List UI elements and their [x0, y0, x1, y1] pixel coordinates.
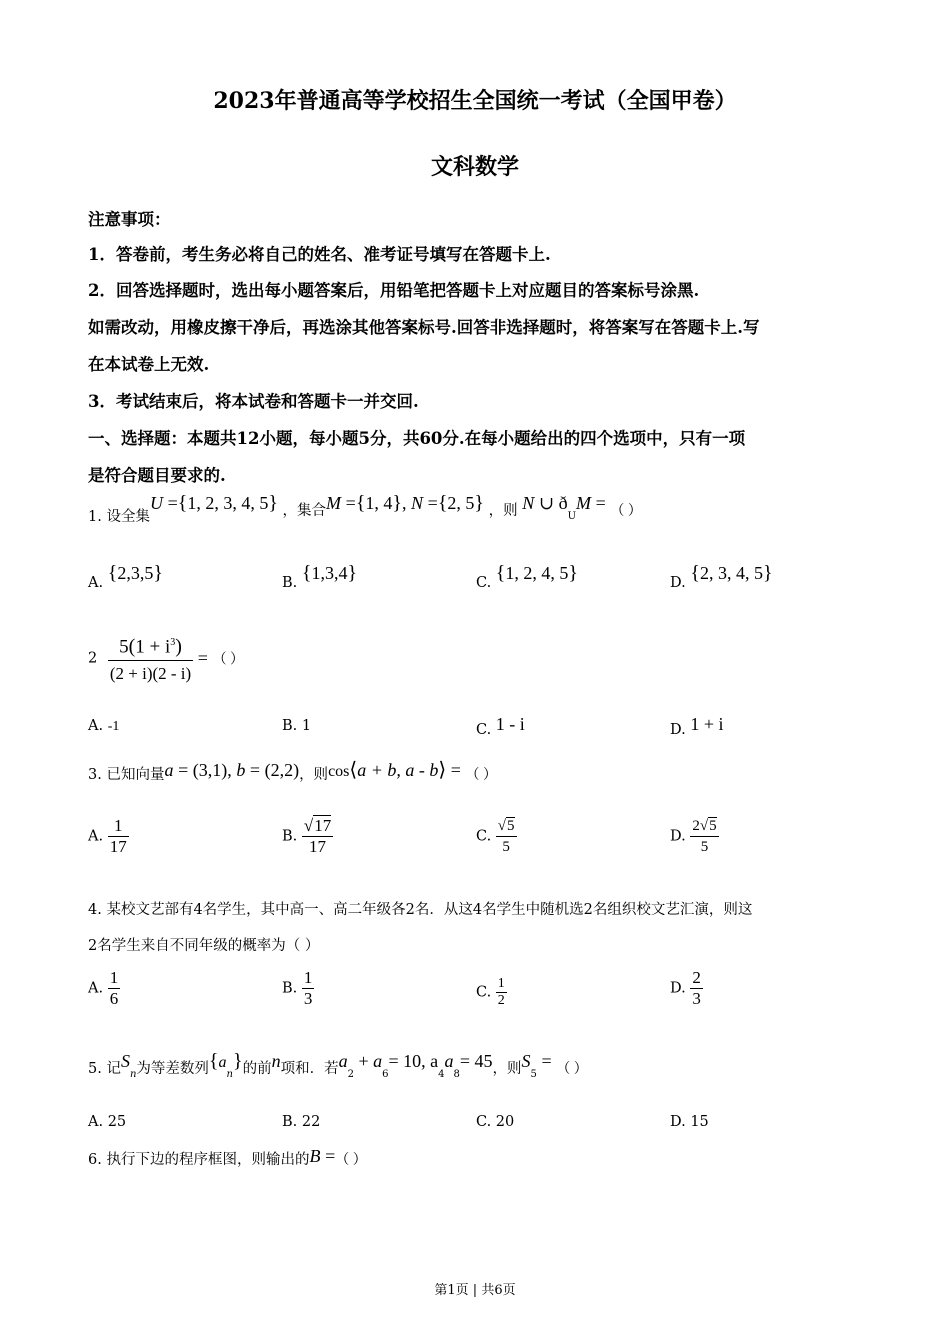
q1-universal-set: U	[149, 493, 163, 513]
q5-a: a	[218, 1054, 227, 1071]
q4-stem-line-1: 4. 某校文艺部有4名学生，其中高一、高二年级各2名．从这4名学生中随机选2名组织校文艺汇演，则这	[88, 902, 753, 918]
q4-option-c: C. $\frac{1}{2}$	[476, 976, 505, 1008]
q1-eq: =	[167, 493, 178, 513]
q4-stem-line-2: 2名学生来自不同年级的概率为（ ）	[88, 938, 320, 954]
question-6: 6. 执行下边的程序框图，则输出的B =（ ）	[88, 1146, 367, 1168]
q1-option-c: C. {1, 2, 4, 5}	[476, 562, 579, 591]
q1-complement-symbol: ð	[558, 493, 568, 513]
q4-option-b: B. $\frac{1}{3}$	[282, 968, 313, 1008]
q1-expr-M: M	[576, 493, 592, 513]
notes-item-2-cont: 如需改动，用橡皮擦干净后，再选涂其他答案标号.回答非选择题时，将答案写在答题卡上.写	[88, 318, 760, 337]
section-heading: 一、选择题：本题共12小题，每小题5分，共60分.在每小题给出的四个选项中，只有一项	[88, 429, 746, 448]
notes-item-2-end: 在本试卷上无效.	[88, 355, 210, 374]
notes-item-2: 2．回答选择题时，选出每小题答案后，用铅笔把答题卡上对应题目的答案标号涂黑.	[88, 281, 700, 300]
q1-complement-sub: U	[567, 510, 577, 522]
q5-condition: = 10, a	[388, 1051, 439, 1071]
q5-text: 5. 记	[88, 1061, 121, 1077]
q3-vector-a: = (3,1),	[178, 760, 232, 780]
q2-option-a: A. -1	[88, 718, 120, 734]
q1-set-N-elements: 2, 5	[447, 493, 475, 513]
q1-option-b: B. {1,3,4}	[282, 562, 358, 591]
q1-text-then: ，则	[488, 503, 518, 519]
q1-set-N: N	[411, 493, 424, 513]
q6-B: B	[309, 1146, 321, 1166]
exam-title: 2023年普通高等学校招生全国统一考试（全国甲卷）	[213, 88, 737, 114]
q3-vector-b: = (2,2)	[249, 760, 300, 780]
q3-cos: cos	[328, 763, 350, 780]
q5-condition-2: = 45	[459, 1051, 493, 1071]
q3-answer-blank: （ ）	[465, 768, 498, 783]
q5-text-then: ，则	[492, 1061, 522, 1077]
q1-expr-N: N	[522, 493, 535, 513]
question-2	[88, 630, 244, 687]
q3-option-d: D. $\frac{2√5}{5}$	[670, 818, 717, 855]
question-3: 3. 已知向量a = (3,1), b = (2,2)，则cos⟨a + b, a - b⟩ = （ ）	[88, 759, 498, 783]
q1-option-d: D. {2, 3, 4, 5}	[670, 562, 773, 591]
q3-inner: a + b, a - b	[357, 760, 439, 780]
page-footer: 第1页 | 共6页	[434, 1283, 516, 1298]
q5-answer-blank: （ ）	[556, 1062, 588, 1077]
notes-item-1: 1．答卷前，考生务必将自己的姓名、准考证号填写在答题卡上.	[88, 245, 551, 264]
q3-option-b: B. $\frac{√17}{17}$	[282, 816, 332, 856]
q4-option-a: A. $\frac{1}{6}$	[88, 968, 119, 1008]
q2-option-d: D. 1 + i	[670, 714, 724, 738]
q1-set-M: M	[326, 493, 342, 513]
q2-option-c: C. 1 - i	[476, 714, 525, 738]
q3-text: 3. 已知向量	[88, 767, 165, 783]
q6-text: 6. 执行下边的程序框图，则输出的	[88, 1152, 310, 1168]
q3-text-then: ，则	[299, 767, 329, 783]
q4-option-d: D. $\frac{2}{3}$	[670, 968, 701, 1008]
q3-option-c: C. $\frac{√5}{5}$	[476, 818, 515, 855]
q5-option-c: C. 20	[476, 1114, 515, 1130]
section-heading-cont: 是符合题目要求的.	[88, 466, 226, 485]
q2-number: 2	[88, 650, 98, 667]
q5-S: S	[120, 1051, 130, 1071]
q5-text-front: 的前	[242, 1061, 272, 1077]
q1-answer-blank: （ ）	[610, 504, 642, 519]
question-5: 5. 记$S_n$为等差数列$\{a_n\}$的前n项和．若$a_2 + a_6= 10$, $a_4a_8= 45$，则$S_5$ = （ ）	[88, 1050, 588, 1080]
q3-option-a: A. $\frac{1}{17}$	[88, 816, 127, 856]
notes-item-3: 3．考试结束后，将本试卷和答题卡一并交回.	[88, 392, 419, 411]
q5-option-d: D. 15	[670, 1114, 709, 1130]
q2-fraction: $\frac{5(1 + i^3)}{(2 + i)(2 - i)}$	[108, 630, 193, 687]
q1-option-a: A. {2,3,5}	[88, 562, 163, 591]
notes-heading: 注意事项：	[88, 210, 171, 229]
q1-text-set: ，集合	[282, 503, 327, 519]
q5-option-a: A. 25	[88, 1114, 127, 1130]
exam-subject: 文科数学	[430, 154, 519, 180]
q5-text-seq: 为等差数列	[136, 1061, 209, 1077]
q1-union-symbol: ∪	[538, 493, 554, 513]
q1-universal-elements: 1, 2, 3, 4, 5	[187, 493, 269, 513]
q1-set-M-elements: 1, 4	[365, 493, 393, 513]
q6-answer-blank: （ ）	[335, 1153, 367, 1168]
q1-text: 1. 设全集	[88, 509, 150, 525]
q2-option-b: B. 1	[282, 718, 312, 734]
question-1: 1. 设全集U ={1, 2, 3, 4, 5} ，集合M ={1, 4}, N ={2, 5} ，则 N ∪ $ð_UM$ = （ ）	[88, 492, 642, 525]
q2-answer-blank: （ ）	[212, 652, 245, 668]
q5-option-b: B. 22	[282, 1114, 321, 1130]
q5-text-sum: 项和．若	[280, 1061, 339, 1077]
q2-eq: =	[197, 648, 208, 669]
